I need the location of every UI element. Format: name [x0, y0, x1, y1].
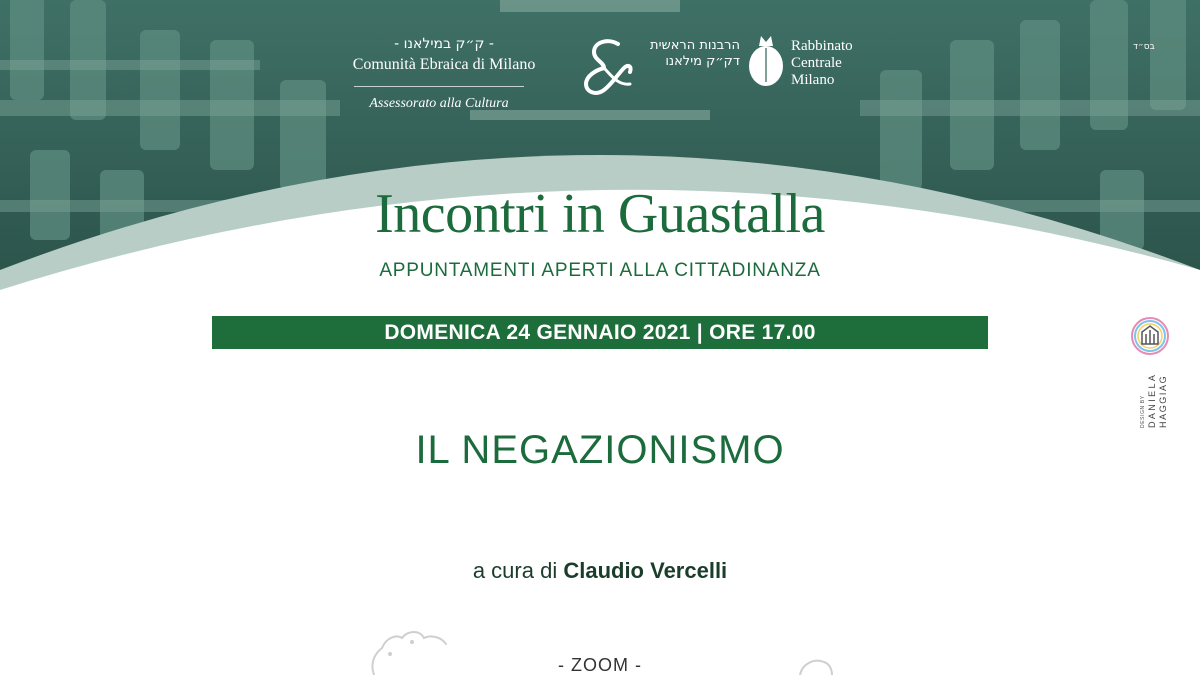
community-divider: [354, 86, 524, 87]
designer-logo-icon: [1130, 316, 1170, 356]
talk-title: IL NEGAZIONISMO: [415, 428, 785, 472]
designer-credit-line-3: HAGGIAG: [1158, 374, 1168, 428]
series-title: Incontri in Guastalla: [375, 183, 825, 245]
designer-credit-line-2: DANIELA: [1147, 372, 1157, 428]
rabbinate-line-3: Milano: [791, 72, 835, 88]
platform-label: - ZOOM -: [558, 655, 642, 675]
department-name: Assessorato alla Cultura: [369, 96, 509, 111]
curator-line: [0, 558, 1200, 584]
community-hebrew-name: - ק״ק במילאנו -: [394, 36, 494, 52]
rabbinate-name: [791, 38, 853, 89]
series-subtitle: APPUNTAMENTI APERTI ALLA CITTADINANZA: [379, 260, 821, 281]
rabbinate-hebrew-name: הרבנות הראשית דק״ק מילאנו: [650, 38, 740, 69]
curator-name: Claudio Vercelli: [563, 558, 728, 583]
designer-credit: [1136, 362, 1170, 430]
community-name: Comunità Ebraica di Milano: [352, 56, 536, 73]
curator-prefix: a cura di: [472, 558, 564, 583]
bsd-mark: בס״ד: [1133, 42, 1155, 52]
designer-credit-line-1: DESIGN BY: [1140, 395, 1146, 428]
date-banner: DOMENICA 24 GENNAIO 2021 | ORE 17.00: [212, 316, 988, 349]
rabbinate-line-1: Rabbinato: [791, 38, 853, 54]
rabbinate-line-2: Centrale: [791, 55, 842, 71]
pomegranate-icon: [746, 32, 786, 90]
